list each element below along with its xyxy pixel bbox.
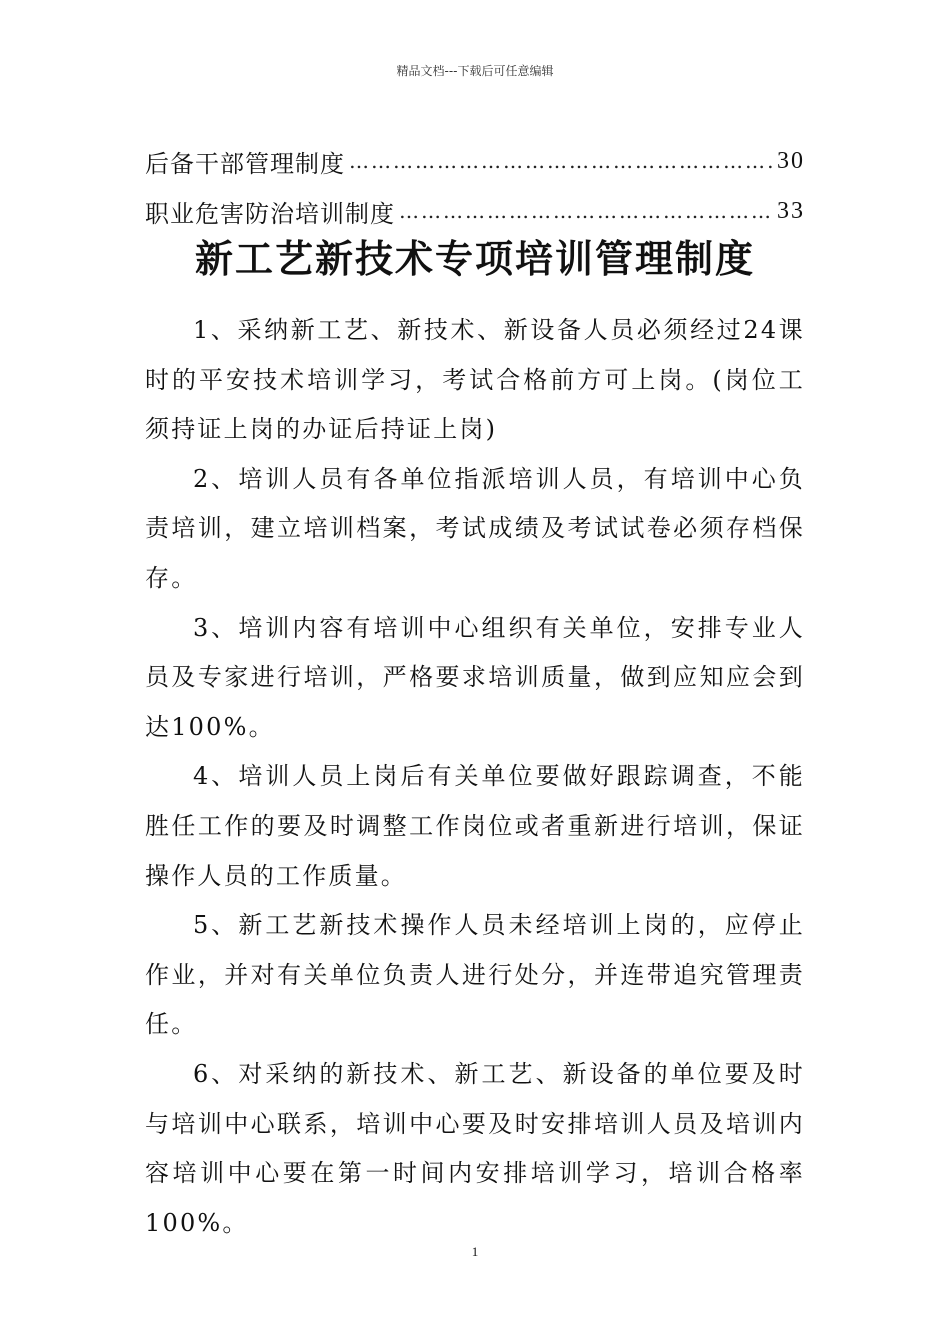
paragraph: 3、培训内容有培训中心组织有关单位，安排专业人员及专家进行培训，严格要求培训质量，做到应知应会到达100%。 <box>145 613 805 741</box>
toc-entry-title: 后备干部管理制度 <box>145 149 345 178</box>
toc-entry-title: 职业危害防治培训制度 <box>145 199 395 228</box>
toc-dot-leader <box>399 199 773 223</box>
table-of-contents <box>145 136 805 236</box>
toc-entry-page: 33 <box>777 197 805 224</box>
paragraph: 5、新工艺新技术操作人员未经培训上岗的，应停止作业，并对有关单位负责人进行处分，并连带追究管理责任。 <box>145 911 805 1039</box>
paragraph: 2、培训人员有各单位指派培训人员，有培训中心负责培训，建立培训档案，考试成绩及考试试卷必须存档保存。 <box>145 464 805 592</box>
paragraph: 1、采纳新工艺、新技术、新设备人员必须经过24课时的平安技术培训学习，考试合格前方可上岗。(岗位工须持证上岗的办证后持证上岗) <box>145 316 805 444</box>
page-header: 精品文档---下载后可任意编辑 <box>396 64 554 78</box>
toc-dot-leader <box>349 149 773 173</box>
document-body <box>145 306 805 1248</box>
document-title: 新工艺新技术专项培训管理制度 <box>194 237 755 281</box>
paragraph: 4、培训人员上岗后有关单位要做好跟踪调查，不能胜任工作的要及时调整工作岗位或者重新进行培训，保证操作人员的工作质量。 <box>145 762 805 890</box>
toc-entry[interactable] <box>145 136 805 186</box>
toc-entry-page: 30 <box>777 147 805 174</box>
paragraph: 6、对采纳的新技术、新工艺、新设备的单位要及时与培训中心联系，培训中心要及时安排培训人员及培训内容培训中心要在第一时间内安排培训学习，培训合格率100%。 <box>145 1059 805 1237</box>
page-number: 1 <box>471 1244 479 1259</box>
